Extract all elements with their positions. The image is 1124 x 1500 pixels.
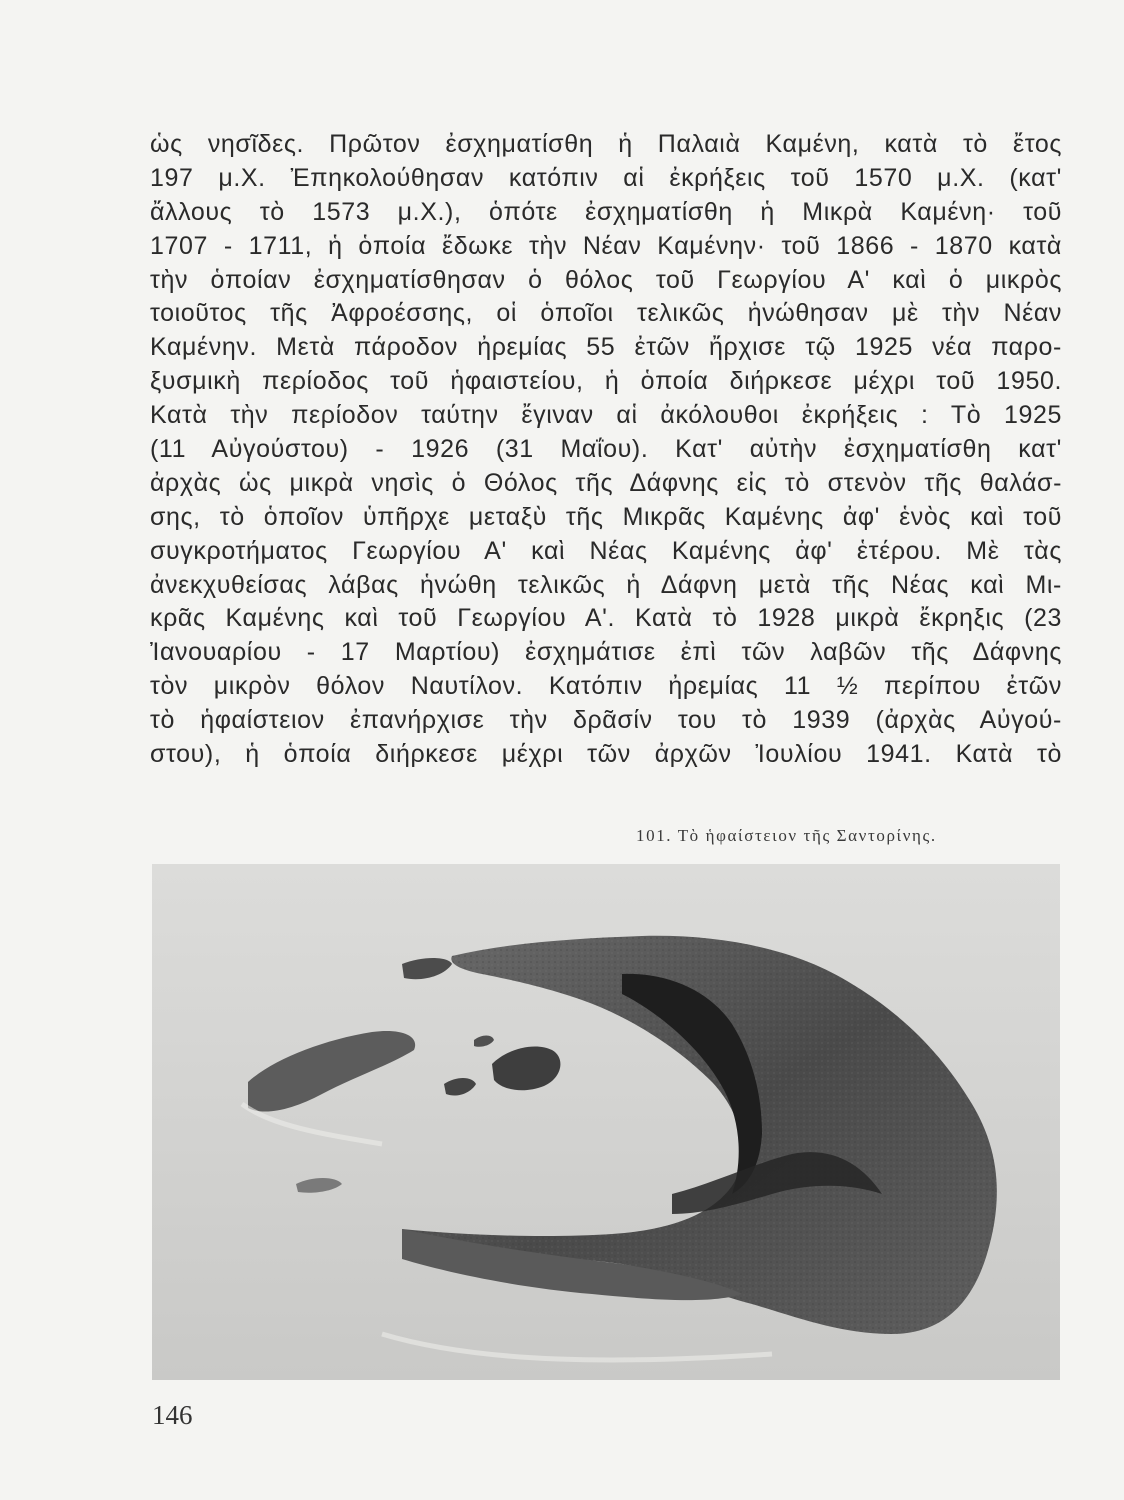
text-line: 197 μ.Χ. Ἐπηκολούθησαν κατόπιν αἱ ἐκρήξεις τοῦ 1570 μ.Χ. (κατ' [150,163,1062,192]
text-line: ἀνεκχυθείσας λάβας ἡνώθη τελικῶς ἡ Δάφνη μετὰ τῆς Νέας καὶ Μι- [150,570,1062,599]
text-line: συγκροτήματος Γεωργίου Α' καὶ Νέας Καμένης ἀφ' ἑτέρου. Μὲ τὰς [150,536,1062,565]
text-line: τοιοῦτος τῆς Ἀφροέσσης, οἱ ὁποῖοι τελικῶς ἡνώθησαν μὲ τὴν Νέαν [150,299,1062,328]
text-line: τὸ ἡφαίστειον ἐπανήρχισε τὴν δρᾶσίν του τὸ 1939 (ἀρχὰς Αὐγού- [150,706,1062,735]
body-text [150,128,1062,772]
text-line: τὸν μικρὸν θόλον Ναυτίλον. Κατόπιν ἠρεμίας 11 ½ περίπου ἐτῶν [150,672,1062,701]
text-line: 1707 - 1711, ἡ ὁποία ἔδωκε τὴν Νέαν Καμένην· τοῦ 1866 - 1870 κατὰ [150,231,1062,260]
text-line: ἀρχὰς ὡς μικρὰ νησὶς ὁ Θόλος τῆς Δάφνης εἰς τὸ στενὸν τῆς θαλάσ- [150,468,1062,497]
text-line: Κατὰ τὴν περίοδον ταύτην ἔγιναν αἱ ἀκόλουθοι ἐκρήξεις : Τὸ 1925 [150,401,1062,430]
text-line: τὴν ὁποίαν ἐσχηματίσθησαν ὁ θόλος τοῦ Γεωργίου Α' καὶ ὁ μικρὸς [150,265,1062,294]
text-line: στου), ἡ ὁποία διήρκεσε μέχρι τῶν ἀρχῶν Ἰουλίου 1941. Κατὰ τὸ [150,740,1062,769]
text-line: ὡς νησῖδες. Πρῶτον ἐσχηματίσθη ἡ Παλαιὰ Καμένη, κατὰ τὸ ἔτος [150,130,1062,158]
page-number: 146 [152,1400,193,1430]
text-line: σης, τὸ ὁποῖον ὑπῆρχε μεταξὺ τῆς Μικρᾶς Καμένης ἀφ' ἑνὸς καὶ τοῦ [150,502,1062,531]
text-line: Καμένην. Μετὰ πάροδον ἠρεμίας 55 ἐτῶν ἤρχισε τῷ 1925 νέα παρο- [150,333,1062,362]
text-line: κρᾶς Καμένης καὶ τοῦ Γεωργίου Α'. Κατὰ τὸ 1928 μικρὰ ἔκρηξις (23 [150,604,1062,633]
relief-map-illustration [152,864,1060,1380]
figure-caption: 101. Τὸ ἡφαίστειον τῆς Σαντορίνης. [636,826,937,845]
santorini-relief-photo [152,864,1060,1380]
text-line: (11 Αὐγούστου) - 1926 (31 Μαΐου). Κατ' αὐτὴν ἐσχηματίσθη κατ' [150,435,1062,464]
text-line: Ἰανουαρίου - 17 Μαρτίου) ἐσχημάτισε ἐπὶ τῶν λαβῶν τῆς Δάφνης [150,638,1062,667]
text-line: ἄλλους τὸ 1573 μ.Χ.), ὁπότε ἐσχηματίσθη ἡ Μικρὰ Καμένη· τοῦ [150,197,1062,226]
text-line: ξυσμικὴ περίοδος τοῦ ἡφαιστείου, ἡ ὁποία διήρκεσε μέχρι τοῦ 1950. [150,367,1062,396]
